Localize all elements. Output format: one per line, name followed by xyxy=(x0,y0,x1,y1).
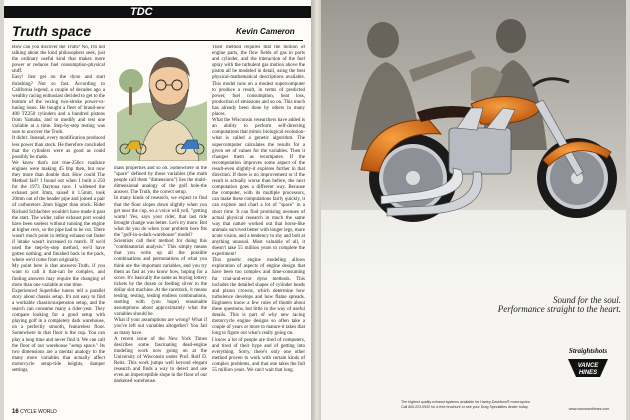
headline-rule xyxy=(12,40,303,41)
paragraph: Scientists call their method for doing this "combinatorial analysis." This simply means that you write up all the possible combinations and permutations of what you think are the important variables, and you try them as fast as you know how, hoping for a score. It's basically the same as buying lottery tickets by the dozen or feeding silver to the dollar slot machine. At the racetrack, it means testing, testing, testing endless combinations, starting with (you hope) reasonable assumptions about approximately what the variables should be. xyxy=(114,239,207,318)
ad-tagline xyxy=(481,296,621,314)
paragraph: mass properties and so on. Somewhere in the "space" defined by those variables (the math people call them "dimensions") lies the multi-dimensional analogy of the golf hole-the answer. The Truth, the correct setup. xyxy=(114,166,207,196)
paragraph: A recent issue of the New York Times describes some fascinating dead-engine modeling work now going on at the University of Wisconsin under Prof. Rolf D. Reitz. This work jumps well beyond elegant research and finds a way to detect and use even an imperceptible slope in the floor of our darkened warehouse. xyxy=(114,336,207,385)
paragraph: How can you discover the Truth? No, I'm not talking about the kind philosophers seek, just the ordinary useful kind that makes more power or reduces fuel consumption-physical stuff. xyxy=(12,45,105,75)
paragraph: What the Wisconsin researchers have added is an ability to perform self-directing computations that mimic biological evolution-what is called a genetic algorithm. The supercomputer calculates the results for a given set of values for the variables. Then it changes them as recomputes. If the recomputation improves some aspect of the result-even slightly-it explores further in that direction. If there is no improvement or if the result is actually worse than before, the next computation goes a different way. Because the computer, with its multiple processors, can make these computations fairly quickly, it can explore and chart a lot of "space" in a short time. It can find promising avenues of actual physical research in much the same way that nature worked out that horse-like animals survived better with longer legs, more acute vision, and a tendency to shy and bolt at anything unusual. Most valuable of all, it doesn't take 55 million years to complete the experiment! xyxy=(212,118,305,258)
paragraph: My point here is that answers-Truth, if you want to call it that-can be complex, and finding answers may require the changing of more than one variable at one time. xyxy=(12,264,105,288)
product-name: Straightshots xyxy=(568,347,608,355)
article-column-2 xyxy=(114,166,207,407)
ad-tagline-line-2: Performance straight to the heart. xyxy=(497,304,621,314)
paragraph: We know that's not true-250cc roadrace engines were making 45 bhp then, but now they more than double that. How could The Method fail? I found out when I built a 250 for the 1973 Daytona race. I widened the exhaust port 3mm, raised it 1.5mm, took 20mm out of the header pipe and joined a pair of carburetors 2mm bigger than stock. Rider Richard Schlachter wouldn't have made it past the start. The wider, taller exhaust port would have been useless without running the engine at higher revs, so the pipe had to be cut. There wasn't much point in letting exhaust out faster if intake wasn't increased to match. If we'd used the step-by-step method, we'd have gotten nothing, and finished back in the pack, where we'd come from originally. xyxy=(12,160,105,264)
ad-fine-print xyxy=(401,400,551,409)
svg-text:HINES: HINES xyxy=(578,370,598,376)
ad-fine-print-line-2: Call 800.223.0932 for a free brochure or see your Drag Specialties dealer today. xyxy=(401,404,529,409)
paragraph: In many kinds of research, we expect to find that the floor slopes down slightly when you get near the cup, so a voice will yell, "getting warm! Yes, says your rider, that last ride brought change was better. Let's try more. But what do you do when your problem bore fits the "golf-in-a-dark-warehouse" model? xyxy=(114,196,207,239)
advertisement-page xyxy=(321,0,626,420)
page-gutter xyxy=(311,0,321,420)
page-number: 16 xyxy=(12,409,19,415)
paragraph: I know a lot of people are tired of computers, and tired of their hype and of getting into everything. Sorry, there's only one other method proven to work with certain kinds of complex problems, and that one takes the full 55 million years. We can't wait that long. xyxy=(212,337,305,373)
paragraph: This genetic engine modeling allows exploration of aspects of engine design that have been too complex and time-consuming for trial-and-error dyno methods. This includes the detailed shapes of cylinder heads and piston crowns, which determine how turbulence develops and how flame spreads. Engineers know a few rules of thumb about these questions, but little in the way of useful details. This is part of why new racing motorcycle engine designs so often take a couple of years or more to mature-it takes that long to figure out what's really going on. xyxy=(212,258,305,337)
article-headline: Truth space xyxy=(12,23,92,39)
ad-fine-print-line-1: The highest quality exhaust systems available for Harley-Davidson® motorcycles. xyxy=(401,400,531,404)
article-column-3 xyxy=(212,45,305,407)
motorcycle-ad-photo xyxy=(321,0,626,280)
magazine-name: CYCLE WORLD xyxy=(20,409,57,415)
paragraph: Their method requires that the motion of engine parts, the flow fields of gas in ports and cylinder, and the interaction of the fuel spray with the turbulent gas motion above the piston all be modeled in detail, using the best physical-mathematical descriptions available. This model runs on a modest supercomputer to produce a result, in terms of predicted power, fuel consumption, heat loss, production of emissions and so on. This much has already been done by others in many places. xyxy=(212,45,305,118)
author-caricature-illustration xyxy=(117,43,207,161)
ad-tagline-line-1: Sound for the soul. xyxy=(552,295,621,305)
svg-text:VANCE: VANCE xyxy=(577,363,599,369)
page-folio xyxy=(12,409,57,415)
paragraph: It didn't. Instead, every modification produced less power than stock. He therefore concluded that the cylinders were as good as could possibly be made. xyxy=(12,136,105,160)
brand-block xyxy=(557,347,619,386)
ad-website-link[interactable]: www.vanceandhines.com xyxy=(568,407,610,411)
vance-hines-logo-icon xyxy=(566,355,610,381)
article-page xyxy=(4,0,311,420)
article-column-1 xyxy=(12,45,105,407)
section-bar xyxy=(4,6,311,18)
paragraph: What if your assumptions are wrong? What if you've left out variables altogether? You fail as many have. xyxy=(114,318,207,336)
paragraph: Experienced Superbike tuners tell a parallel story about chassis setup. It's not easy to find a workable chassis/suspension setup, and the search can consume many a rider-year. They compare looking for a good setup with playing golf in a completely dark warehouse, on a perfectly smooth, featureless floor. Somewhere in that floor is the cup. You can play a long time and never find it. We can call the floor of our warehouse "setup space." Its two dimensions are a mental analogy to the many more variables that actually affect motorcycle setup-ride heights, damper settings, xyxy=(12,288,105,373)
article-byline: Kevin Cameron xyxy=(236,27,295,36)
section-tag: TDC xyxy=(130,6,153,18)
paragraph: Easy! Just get on the dyno and start thrashing? Not so fast. According to California legend, a couple of decades ago a wealthy racing enthusiast decided to get to the bottom of the vexing two-stroke power-vs-tuning issue. He bought a fleet of brand-new 400 TZ250 cylinders and a hundred pistons from Yamaha, and to modify and test one variable at a time. Step-by-step testing was sure to uncover the Truth. xyxy=(12,75,105,136)
